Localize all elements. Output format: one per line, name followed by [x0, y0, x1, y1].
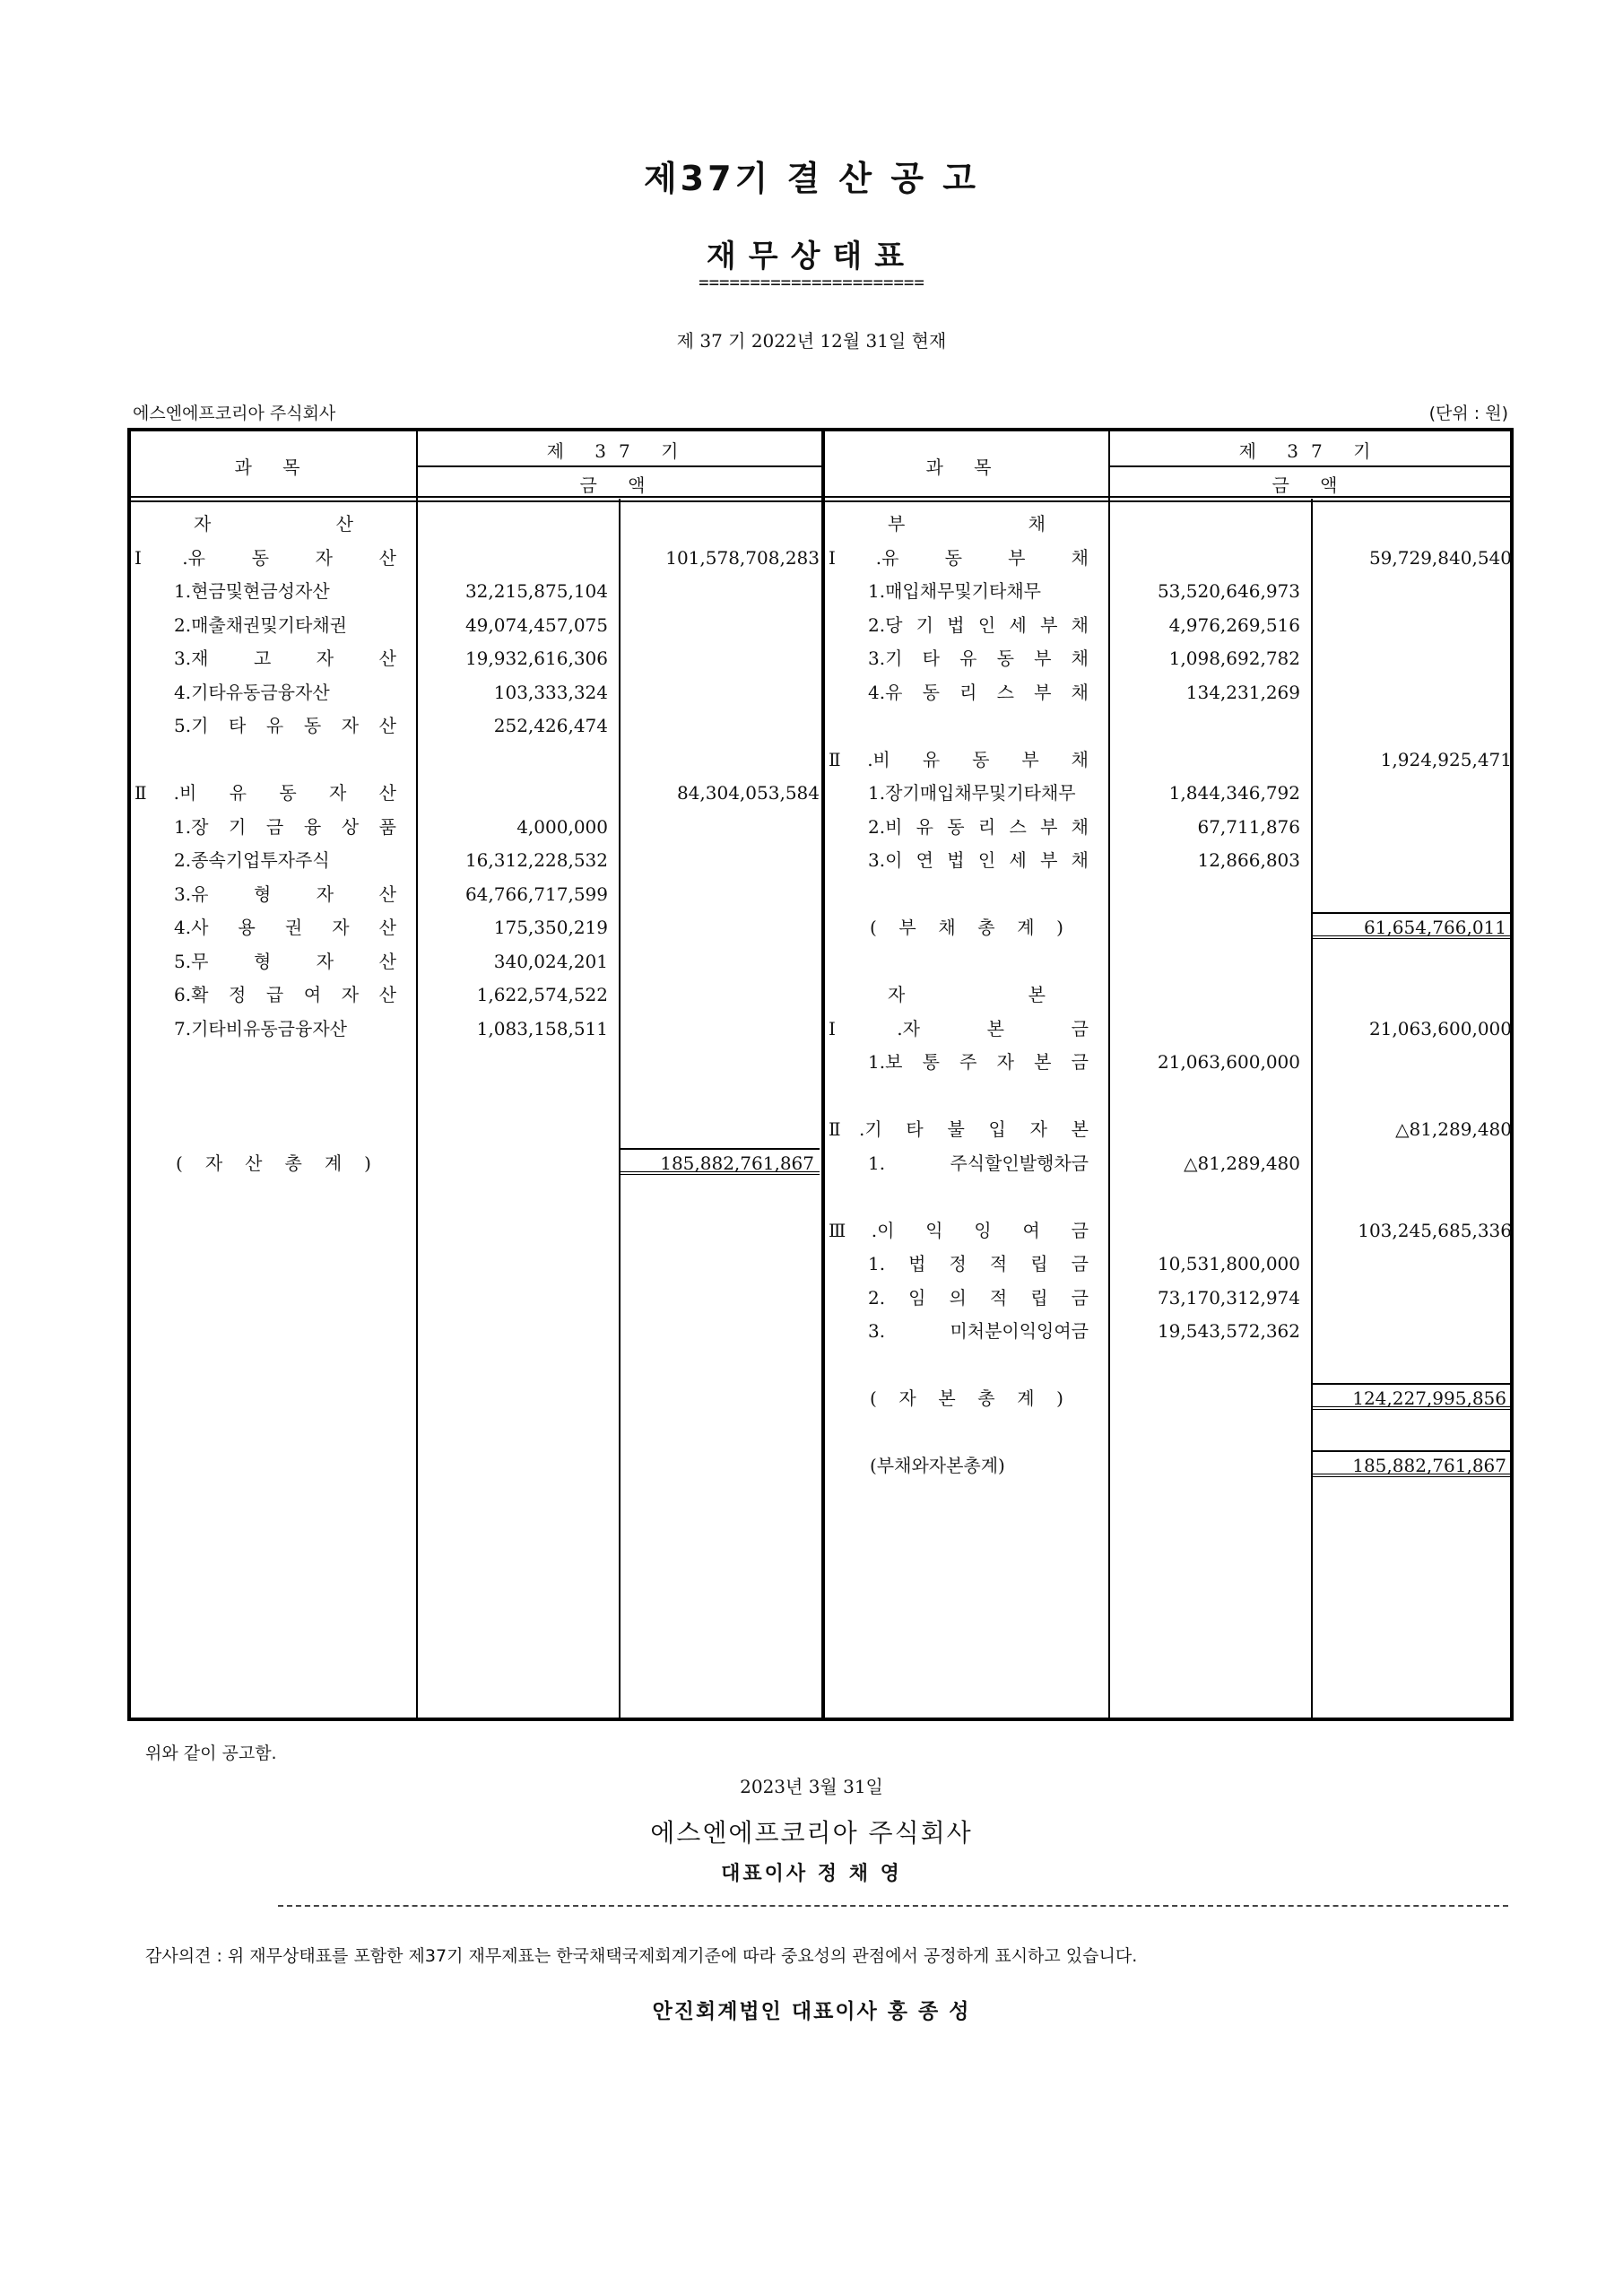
row-label: 3.기 타 유 동 부 채: [868, 648, 1089, 669]
sub-amount: 340,024,201: [493, 950, 608, 972]
sub-amount: 12,866,803: [1197, 849, 1300, 871]
sub-amount: 73,170,312,974: [1157, 1286, 1300, 1309]
row-label: (부채와자본총계): [870, 1455, 1005, 1476]
row-label: 4.사 용 권 자 산: [174, 917, 396, 938]
table-row: [131, 946, 1514, 977]
row-label: Ⅱ.기 타 불 입 자 본: [829, 1118, 1089, 1140]
sub-amount: 64,766,717,599: [464, 883, 608, 905]
balance-sheet-table: [127, 428, 1514, 1721]
table-row: [131, 1283, 1514, 1313]
row-label: ( 자 산 총 계 ): [176, 1152, 371, 1174]
table-row: [131, 643, 1514, 674]
table-row: [131, 1215, 1514, 1246]
right-amount-header: 금 액: [1271, 474, 1350, 496]
table-row: [131, 744, 1514, 775]
table-row: [131, 812, 1514, 842]
row-label: ( 부 채 총 계 ): [870, 917, 1063, 938]
left-amount-header: 금 액: [579, 474, 658, 496]
sub-amount: 134,231,269: [1185, 681, 1300, 703]
sub-amount: 19,932,616,306: [464, 648, 608, 669]
sub-amount: 4,976,269,516: [1168, 613, 1300, 636]
table-row: [131, 1047, 1514, 1077]
right-account-header: 과 목: [925, 457, 1004, 478]
row-label: 부 채: [888, 513, 1046, 535]
header-rule: [131, 500, 1514, 502]
row-label: Ⅰ.유 동 부 채: [829, 546, 1089, 569]
total-amount: 103,245,685,336: [1358, 1219, 1512, 1241]
auditor-name: 안진회계법인 대표이사 홍 종 성: [652, 2000, 971, 2023]
currency-unit: (단위 : 원): [1428, 404, 1508, 423]
table-row: [131, 576, 1514, 606]
table-row: [131, 845, 1514, 875]
footer-company: 에스엔에프코리아 주식회사: [650, 1818, 973, 1848]
sub-amount: △81,289,480: [1184, 1152, 1300, 1174]
row-label: 4.기타유동금융자산: [174, 681, 330, 703]
row-label: 5.무 형 자 산: [174, 950, 396, 972]
notice-date: 2023년 3월 31일: [740, 1776, 883, 1797]
total-amount: 61,654,766,011: [1311, 912, 1512, 939]
table-row: [131, 1248, 1514, 1279]
table-row: [131, 778, 1514, 808]
table-row: [131, 912, 1514, 943]
total-amount: 185,882,761,867: [619, 1148, 820, 1175]
table-row: [131, 677, 1514, 708]
row-label: 5.기 타 유 동 자 산: [174, 715, 396, 736]
sub-amount: 67,711,876: [1197, 815, 1300, 838]
table-row: [131, 1013, 1514, 1044]
total-amount: 124,227,995,856: [1311, 1383, 1512, 1410]
table-row: [131, 509, 1514, 539]
title-underline: ======================: [699, 273, 924, 292]
notice-title: 제37기 결 산 공 고: [643, 159, 980, 198]
audit-opinion: 감사의견 : 위 재무상태표를 포함한 제37기 재무제표는 한국채택국제회계기준에 따라 중요성의 관점에서 공정하게 표시하고 있습니다.: [145, 1946, 1138, 1966]
row-label: 자 본: [888, 984, 1046, 1005]
sub-amount: 19,543,572,362: [1157, 1320, 1300, 1342]
sub-amount: 1,083,158,511: [476, 1017, 608, 1039]
table-row: [131, 1316, 1514, 1346]
sub-amount: 252,426,474: [493, 715, 608, 736]
table-row: [131, 1148, 1514, 1178]
total-amount: 84,304,053,584: [676, 782, 820, 804]
sub-amount: 32,215,875,104: [464, 580, 608, 602]
total-amount: 1,924,925,471: [1380, 748, 1512, 770]
header-rule: [416, 465, 821, 467]
table-row: [131, 979, 1514, 1010]
row-label: 1.현금및현금성자산: [174, 580, 330, 602]
row-label: 1. 주식할인발행차금: [868, 1152, 1089, 1174]
sub-amount: 1,098,692,782: [1168, 648, 1300, 669]
notice-text: 위와 같이 공고함.: [145, 1744, 277, 1763]
row-label: 1.매입채무및기타채무: [868, 580, 1041, 602]
left-period-header: 제 37 기: [546, 440, 691, 462]
separator: [278, 1905, 1508, 1907]
total-amount: 21,063,600,000: [1368, 1017, 1512, 1039]
row-label: 3. 미처분이익잉여금: [868, 1320, 1089, 1342]
sub-amount: 103,333,324: [493, 681, 608, 703]
row-label: 3.재 고 자 산: [174, 648, 396, 669]
table-row: [131, 610, 1514, 640]
row-label: 6.확 정 급 여 자 산: [174, 984, 396, 1005]
row-label: 7.기타비유동금융자산: [174, 1017, 347, 1039]
total-amount: 59,729,840,540: [1368, 546, 1512, 569]
row-label: 2.매출채권및기타채권: [174, 613, 347, 636]
sub-amount: 21,063,600,000: [1157, 1051, 1300, 1073]
sub-amount: 53,520,646,973: [1157, 580, 1300, 602]
company-name: 에스엔에프코리아 주식회사: [133, 404, 336, 423]
row-label: 1.장기매입채무및기타채무: [868, 782, 1076, 804]
sub-amount: 10,531,800,000: [1157, 1253, 1300, 1274]
sub-amount: 49,074,457,075: [464, 613, 608, 636]
row-label: 2.종속기업투자주식: [174, 849, 330, 871]
left-account-header: 과 목: [234, 457, 313, 478]
table-row: [131, 543, 1514, 573]
row-label: ( 자 본 총 계 ): [870, 1387, 1063, 1409]
table-row: [131, 1383, 1514, 1413]
row-label: Ⅱ.비 유 동 부 채: [829, 748, 1089, 770]
total-amount: 185,882,761,867: [1311, 1450, 1512, 1477]
total-amount: 101,578,708,283: [665, 546, 820, 569]
sub-amount: 1,622,574,522: [476, 984, 608, 1005]
row-label: 2.당 기 법 인 세 부 채: [868, 613, 1089, 636]
row-label: 1.보 통 주 자 본 금: [868, 1051, 1089, 1073]
sub-amount: 175,350,219: [493, 917, 608, 938]
table-row: [131, 879, 1514, 909]
row-label: Ⅱ.비 유 동 자 산: [135, 782, 396, 804]
row-label: 3.이 연 법 인 세 부 채: [868, 849, 1089, 871]
total-amount: △81,289,480: [1395, 1118, 1512, 1140]
table-row: [131, 1450, 1514, 1481]
row-label: Ⅰ.자 본 금: [829, 1017, 1089, 1039]
sub-amount: 16,312,228,532: [464, 849, 608, 871]
statement-title: 재무상태표: [706, 239, 917, 274]
right-period-header: 제 37 기: [1238, 440, 1384, 462]
header-rule: [1108, 465, 1514, 467]
table-row: [131, 1114, 1514, 1144]
row-label: 자 산: [194, 513, 353, 535]
table-row: [131, 710, 1514, 741]
row-label: 1. 법 정 적 립 금: [868, 1253, 1089, 1274]
row-label: 3.유 형 자 산: [174, 883, 396, 905]
ceo-name: 대표이사 정 채 영: [721, 1863, 902, 1885]
row-label: 2. 임 의 적 립 금: [868, 1286, 1089, 1309]
sub-amount: 4,000,000: [516, 815, 608, 838]
sub-amount: 1,844,346,792: [1168, 782, 1300, 804]
row-label: 2.비 유 동 리 스 부 채: [868, 815, 1089, 838]
row-label: Ⅲ.이 익 잉 여 금: [829, 1219, 1089, 1241]
row-label: 1.장 기 금 융 상 품: [174, 815, 396, 838]
row-label: Ⅰ.유 동 자 산: [135, 546, 396, 569]
reporting-period: 제 37 기 2022년 12월 31일 현재: [676, 330, 947, 352]
row-label: 4.유 동 리 스 부 채: [868, 681, 1089, 703]
